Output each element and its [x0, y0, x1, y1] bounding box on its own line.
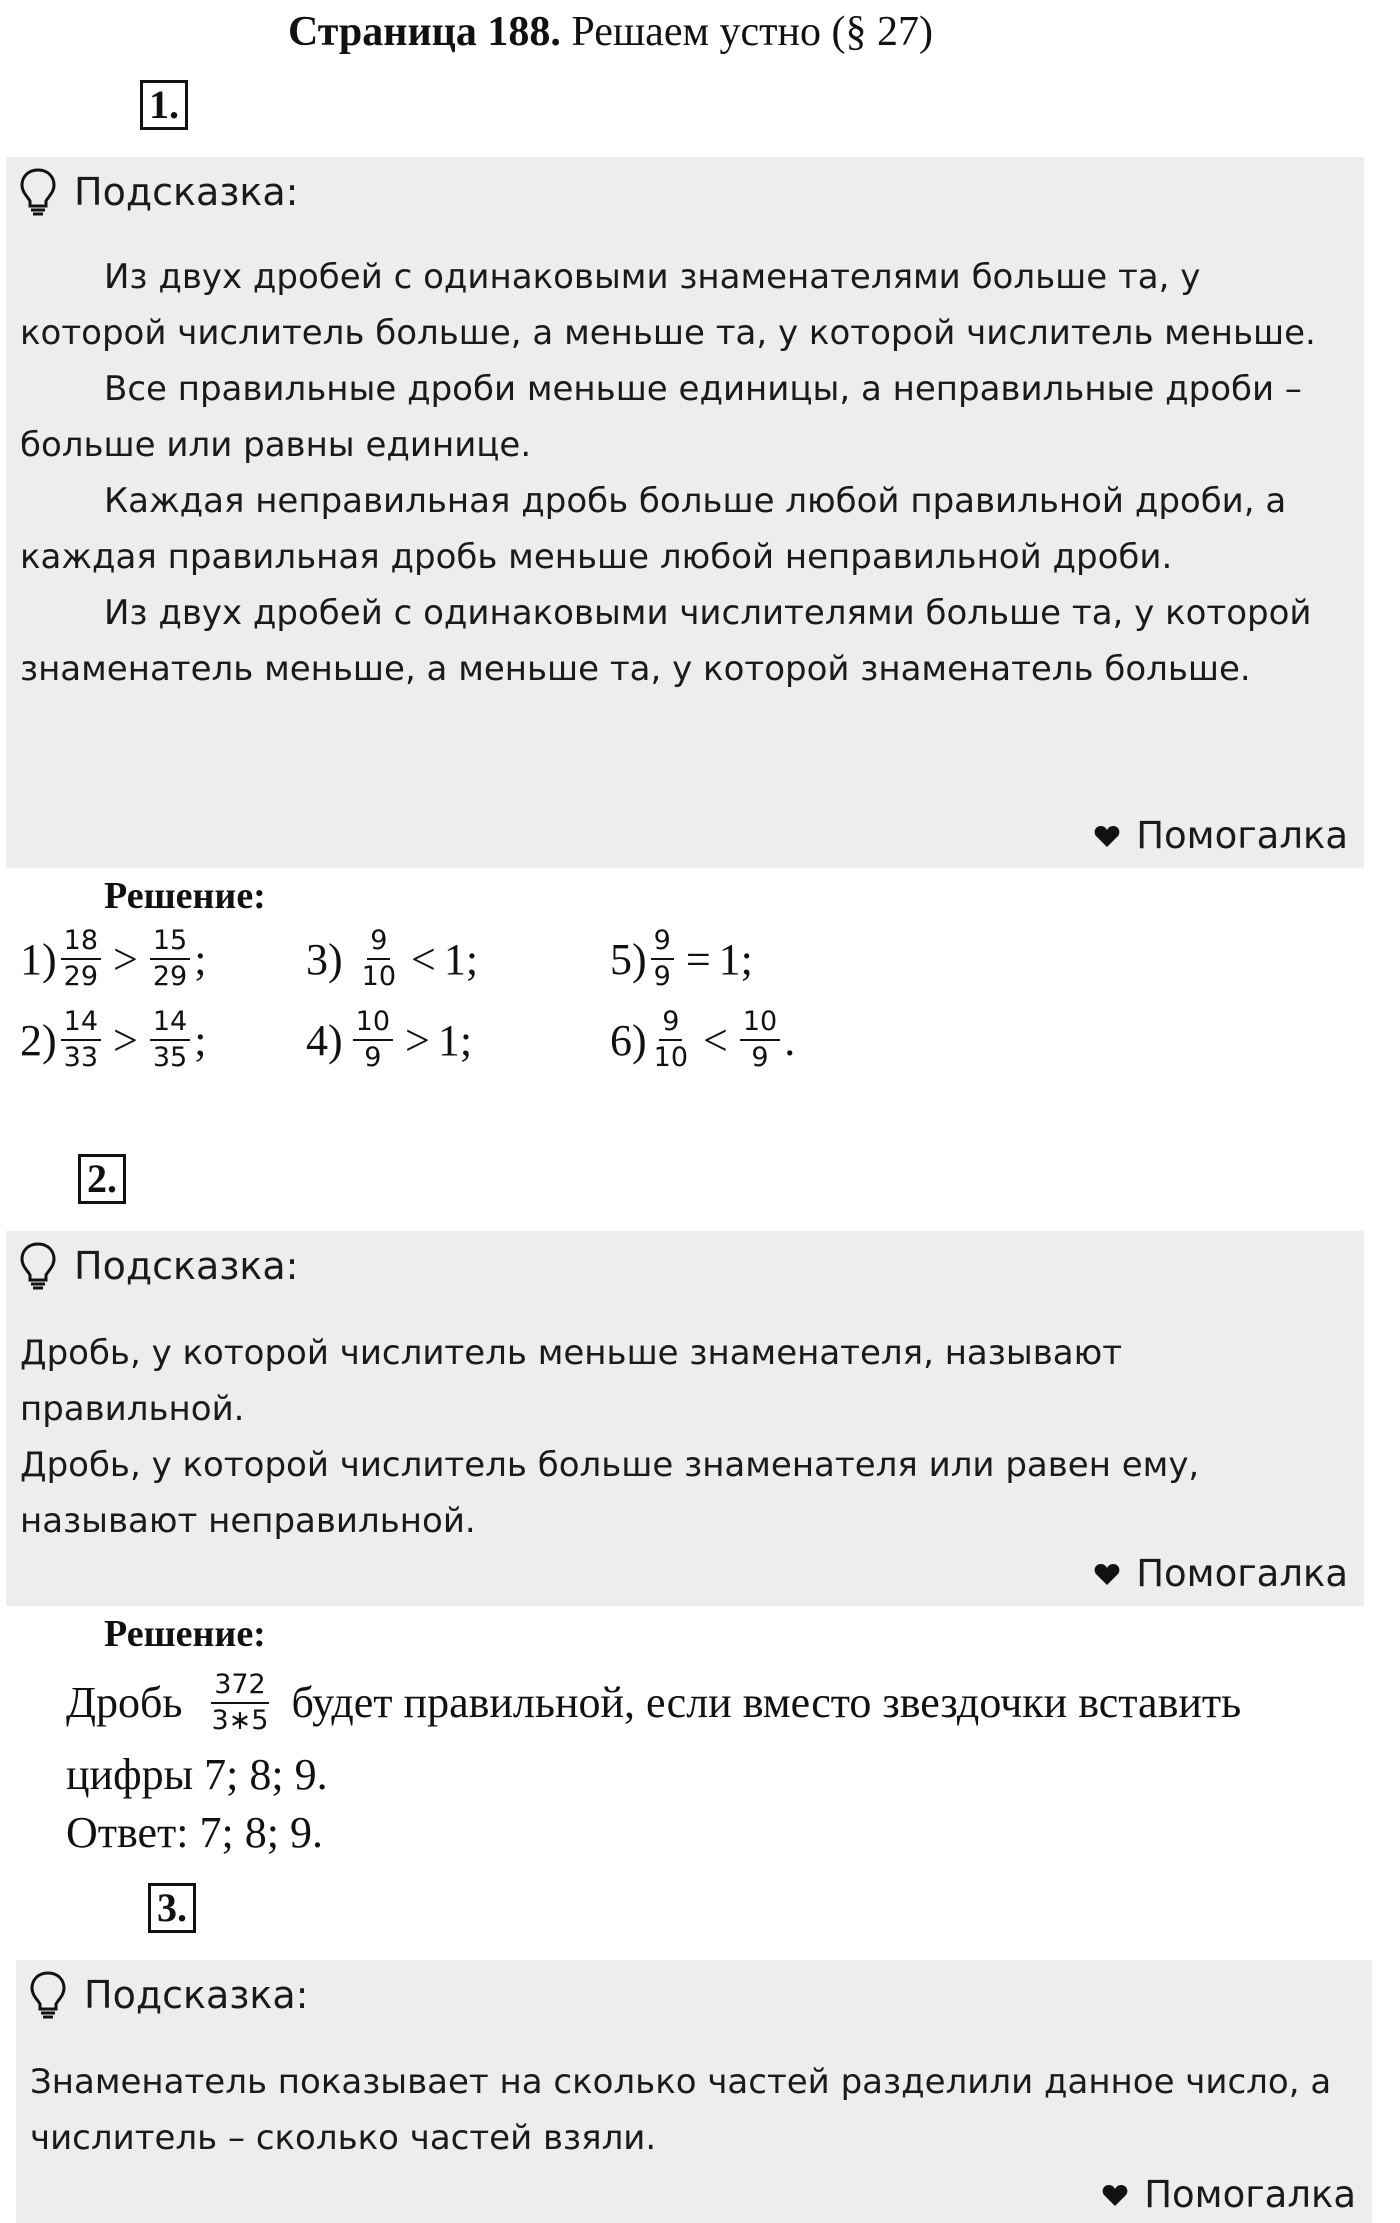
- helper-link[interactable]: [1094, 1546, 1348, 1602]
- section-ref: (§ 27): [831, 9, 933, 55]
- helper-label: Помогалка: [1144, 2173, 1356, 2216]
- item-end: ;: [194, 934, 207, 984]
- fraction: $\frac{10}{9}$: [740, 1007, 780, 1073]
- hint-paragraph: Знаменатель показывает на сколько частей разделили данное число, а числитель – сколько частей взяли.: [30, 2062, 1332, 2158]
- fraction: $\frac{9}{10}$: [361, 925, 397, 992]
- relation-sign: >: [405, 1015, 430, 1065]
- topic: Решаем устно: [571, 9, 822, 55]
- helper-label: Помогалка: [1136, 1552, 1348, 1595]
- solution-item-4: [306, 1007, 472, 1073]
- hint-header: [18, 1241, 298, 1291]
- solution-item-5: [610, 926, 753, 992]
- hint-header: [18, 167, 298, 217]
- fraction: $\frac{14}{35}$: [150, 1007, 190, 1073]
- relation-sign: <: [411, 934, 436, 984]
- solution-title: Решение:: [104, 1613, 266, 1655]
- solution-item-1: [20, 926, 206, 992]
- item-label: 3): [306, 934, 343, 984]
- lightbulb-icon: [18, 1241, 58, 1291]
- relation-sign: <: [703, 1015, 728, 1065]
- heart-icon: [1102, 2183, 1128, 2207]
- task-number-3: 3.: [148, 1883, 196, 1933]
- solution-line-2: цифры 7; 8; 9.: [66, 1750, 328, 1799]
- item-end: ;: [465, 934, 479, 984]
- page-title: [288, 8, 933, 56]
- fraction: $\frac{18}{29}$: [61, 926, 101, 992]
- helper-link[interactable]: [1094, 808, 1348, 864]
- item-value: 1: [437, 1015, 460, 1065]
- item-end: ;: [740, 934, 753, 984]
- lightbulb-icon: [18, 167, 58, 217]
- helper-label: Помогалка: [1136, 814, 1348, 857]
- relation-sign: >: [113, 934, 138, 984]
- fraction: $\frac{14}{33}$: [61, 1007, 101, 1073]
- hint-title: Подсказка:: [74, 170, 299, 214]
- hint-box-3: [16, 1960, 1372, 2223]
- hint-box-2: [6, 1231, 1364, 1606]
- hint-paragraph: Дробь, у которой числитель меньше знаменателя, называют правильной.: [20, 1333, 1122, 1429]
- relation-sign: >: [113, 1015, 138, 1065]
- item-end: .: [784, 1015, 796, 1065]
- hint-text: [20, 1325, 1350, 1549]
- item-label: 4): [306, 1015, 343, 1065]
- relation-sign: =: [685, 934, 711, 984]
- fraction: $\frac{9}{10}$: [653, 1006, 689, 1073]
- hint-header: [28, 1970, 308, 2020]
- solution-line-1: [66, 1670, 1241, 1736]
- fraction: $\frac{15}{29}$: [150, 926, 190, 992]
- solution-item-3: [306, 926, 478, 992]
- fraction: $\frac{372}{3∗5}$: [211, 1669, 269, 1736]
- item-label: 2): [20, 1015, 57, 1065]
- hint-text: [20, 249, 1350, 697]
- item-label: 1): [20, 934, 57, 984]
- fraction: $\frac{9}{9}$: [651, 926, 674, 992]
- solution-prefix: Дробь: [66, 1678, 183, 1727]
- hint-paragraph: Все правильные дроби меньше единицы, а неправильные дроби – больше или равны единице.: [20, 369, 1302, 465]
- hint-paragraph: Дробь, у которой числитель больше знаменателя или равен ему, называют неправильной.: [20, 1445, 1200, 1541]
- heart-icon: [1094, 824, 1120, 848]
- solution-suffix: будет правильной, если вместо звездочки вставить: [291, 1678, 1242, 1727]
- item-end: ;: [194, 1015, 207, 1065]
- solution-item-2: [20, 1007, 206, 1073]
- task-number-1: 1.: [140, 80, 188, 130]
- hint-paragraph: Из двух дробей с одинаковыми знаменателями больше та, у которой числитель больше, а меньше та, у которой числитель меньше.: [20, 257, 1316, 353]
- answer: Ответ: 7; 8; 9.: [66, 1808, 323, 1857]
- hint-title: Подсказка:: [84, 1973, 309, 2017]
- helper-link[interactable]: [1102, 2167, 1356, 2223]
- hint-text: [30, 2054, 1358, 2166]
- solution-title: Решение:: [104, 875, 266, 917]
- page-number: Страница 188.: [288, 9, 561, 55]
- item-end: ;: [459, 1015, 473, 1065]
- item-value: 1: [443, 934, 466, 984]
- hint-box-1: [6, 157, 1364, 868]
- hint-paragraph: Из двух дробей с одинаковыми числителями больше та, у которой знаменатель меньше, а меньше та, у которой знаменатель больше.: [20, 593, 1312, 689]
- lightbulb-icon: [28, 1970, 68, 2020]
- item-label: 6): [610, 1015, 647, 1065]
- fraction: $\frac{10}{9}$: [353, 1007, 393, 1073]
- hint-paragraph: Каждая неправильная дробь больше любой правильной дроби, а каждая правильная дробь меньше любой неправильной дроби.: [20, 481, 1287, 577]
- solution-item-6: [610, 1007, 795, 1073]
- task-number-2: 2.: [78, 1154, 126, 1204]
- heart-icon: [1094, 1562, 1120, 1586]
- item-value: 1: [718, 934, 741, 984]
- item-label: 5): [610, 934, 647, 984]
- hint-title: Подсказка:: [74, 1244, 299, 1288]
